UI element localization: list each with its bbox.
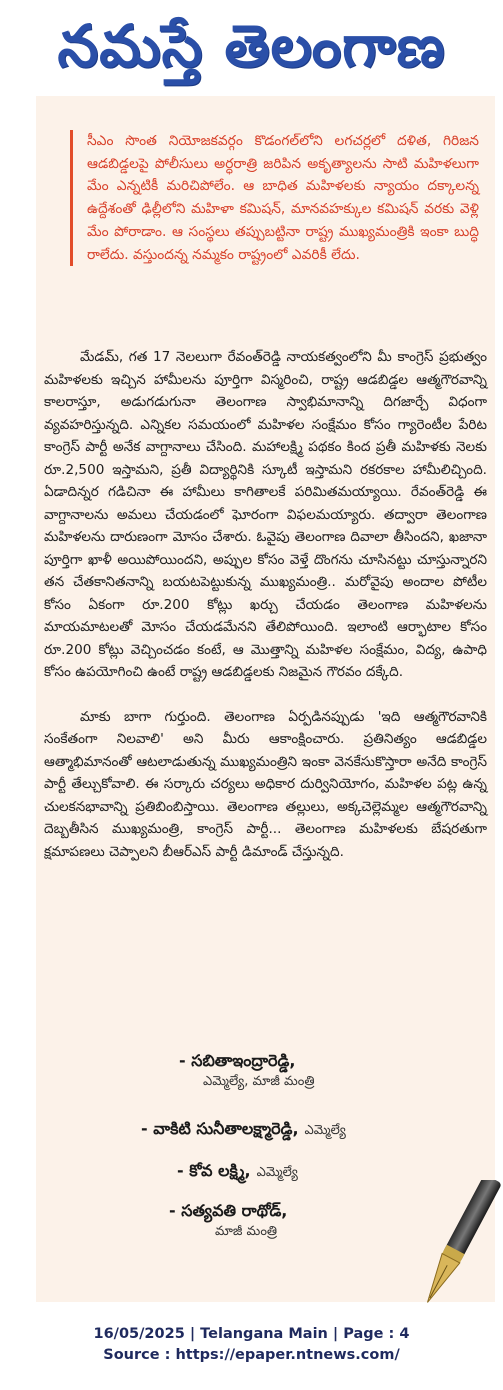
signature-2 xyxy=(141,1119,346,1142)
signature-role: ఎమ్మెల్యే xyxy=(304,1123,346,1138)
signature-1 xyxy=(179,1051,315,1092)
pull-quote xyxy=(70,130,479,266)
fountain-pen-icon xyxy=(413,1180,503,1310)
masthead xyxy=(0,0,503,92)
article-body xyxy=(44,346,487,863)
signature-role: ఎమ్మెల్యే xyxy=(256,1165,298,1180)
signature-role: మాజీ మంత్రి xyxy=(215,1224,278,1239)
signature-name: - సత్యవతి రాథోడ్, xyxy=(169,1201,288,1220)
signature-name: - కోవ లక్ష్మి, xyxy=(177,1161,251,1180)
signature-role: ఎమ్మెల్యే, మాజీ మంత్రి xyxy=(203,1074,315,1089)
signature-name: - సబితాఇంద్రారెడ్డి, xyxy=(179,1051,296,1070)
article-panel xyxy=(36,96,495,1302)
newspaper-title: నమస్తే తెలంగాణ xyxy=(57,12,446,80)
page-footer xyxy=(0,1324,503,1366)
signature-3 xyxy=(177,1161,298,1184)
article-paragraph-1: మేడమ్, గత 17 నెలలుగా రేవంత్‌రెడ్డి నాయకత్వంలోని మీ కాంగ్రెస్ ప్రభుత్వం మహిళలకు ఇచ్చిన హామీలను పూర్తిగా విస్మరించి, రాష్ట్ర ఆడబిడ్డల ఆత్మగౌరవాన్ని కాలరాస్తూ, అడుగడుగునా తెలంగాణ స్వాభిమానాన్ని దిగజార్చే విధంగా వ్యవహరిస్తున్నది. ఎన్నికల సమయంలో మహిళల సంక్షేమం కోసం గ్యారెంటీల పేరిట కాంగ్రెస్ పార్టీ అనేక వాగ్దానాలు చేసింది. మహాలక్ష్మి పథకం కింద ప్రతీ మహిళకు నెలకు రూ.2,500 ఇస్తామని, ప్రతీ విద్యార్థినికి స్కూటీ ఇస్తామని రకరకాల హామీలిచ్చింది. ఏడాదిన్నర గడిచినా ఈ హామీలు కాగితాలకే పరిమితమయ్యాయి. రేవంత్‌రెడ్డి ఈ వాగ్దానాలను అమలు చేయడంలో ఘోరంగా విఫలమయ్యారు. తద్వారా తెలంగాణ మహిళలను దారుణంగా మోసం చేశారు. ఓవైపు తెలంగాణ దివాలా తీసిందని, ఖజానా పూర్తిగా ఖాళీ అయిపోయిందని, అప్పుల కోసం వెళ్తే దొంగను చూసినట్టు చూస్తున్నారని తన చేతకానితనాన్ని బయటపెట్టుకున్న ముఖ్యమంత్రి.. మరోవైపు అందాల పోటీల కోసం ఏకంగా రూ.200 కోట్లు ఖర్చు చేయడం తెలంగాణ మహిళలను మాయమాటలతో మోసం చేయడమేనని తేలిపోయింది. ఇలాంటి ఆర్భాటాల కోసం రూ.200 కోట్లు వెచ్చించడం కంటే, ఆ మొత్తాన్ని మహిళల సంక్షేమం, విద్య, ఉపాధి కోసం ఉపయోగించి ఉంటే రాష్ట్ర ఆడబిడ్డలకు నిజమైన గౌరవం దక్కేది. xyxy=(44,349,487,680)
pull-quote-text: సీఎం సొంత నియోజకవర్గం కొడంగల్‌లోని లగచర్లలో దళిత, గిరిజన ఆడబిడ్డలపై పోలీసులు అర్ధరాత్రి జరిపిన అకృత్యాలను సాటి మహిళలుగా మేం ఎన్నటికీ మరిచిపోలేం. ఆ బాధిత మహిళలకు న్యాయం దక్కాలన్న ఉద్దేశంతో ఢిల్లీలోని మహిళా కమిషన్, మానవహక్కుల కమిషన్ వరకు వెళ్లి మేం పోరాడాం. ఆ సంస్థలు తప్పుబట్టినా రాష్ట్ర ముఖ్యమంత్రికి ఇంకా బుద్ధి రాలేదు. వస్తుందన్న నమ్మకం రాష్ట్రంలో ఎవరికీ లేదు. xyxy=(87,133,479,263)
edition-info: 16/05/2025 | Telangana Main | Page : 4 xyxy=(93,1326,410,1342)
signature-4 xyxy=(169,1201,287,1242)
article-paragraph-2: మాకు బాగా గుర్తుంది. తెలంగాణ ఏర్పడినప్పుడు 'ఇది ఆత్మగౌరవానికి సంకేతంగా నిలవాలి' అని మీరు ఆకాంక్షించారు. ప్రతినిత్యం ఆడబిడ్డల ఆత్మాభిమానంతో ఆటలాడుతున్న ముఖ్యమంత్రిని ఇంకా వెనకేసుకొస్తారా అనేది కాంగ్రెస్ పార్టీ తేల్చుకోవాలి. ఈ సర్కారు చర్యలు అధికార దుర్వినియోగం, మహిళల పట్ల ఉన్న చులకనభావాన్ని ప్రతిబింబిస్తాయి. తెలంగాణ తల్లులు, అక్కచెల్లెమ్మల ఆత్మగౌరవాన్ని దెబ్బతీసిన ముఖ్యమంత్రి, కాంగ్రెస్ పార్టీ... తెలంగాణ మహిళలకు బేషరతుగా క్షమాపణలు చెప్పాలని బీఆర్‌ఎస్ పార్టీ డిమాండ్ చేస్తున్నది. xyxy=(44,708,487,860)
source-link[interactable]: Source : https://epaper.ntnews.com/ xyxy=(103,1347,400,1363)
signature-name: - వాకిటి సునీతాలక్ష్మారెడ్డి, xyxy=(141,1119,299,1138)
